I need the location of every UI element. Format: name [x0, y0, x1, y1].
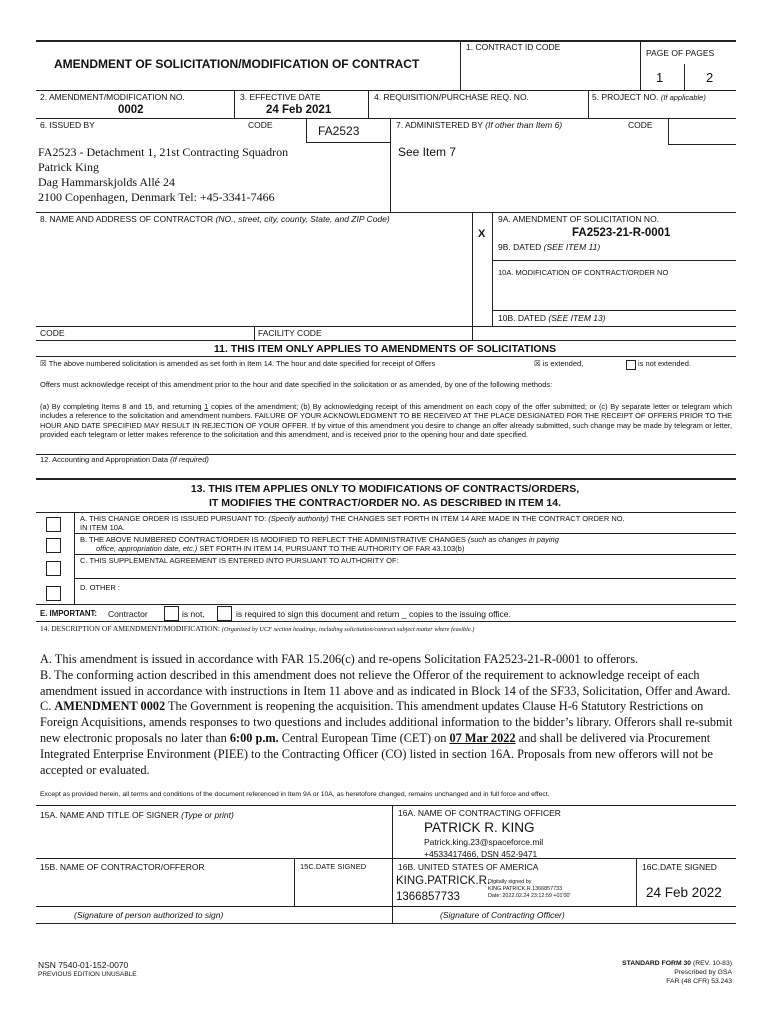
item11-checked[interactable]: ☒ [40, 359, 47, 368]
signature-note-1: Digitally signed by [488, 879, 532, 885]
officer-date-label: 16C.DATE SIGNED [642, 862, 717, 872]
contracting-officer-label: 16A. NAME OF CONTRACTING OFFICER [398, 808, 561, 818]
is-not-label: is not, [182, 609, 205, 619]
contractor-signature-caption: (Signature of person authorized to sign) [74, 910, 224, 920]
prescribed-by: Prescribed by GSA [674, 969, 732, 976]
item13-a-checkbox[interactable] [46, 517, 61, 532]
officer-date-value: 24 Feb 2022 [646, 885, 722, 900]
contractor-code-label: CODE [40, 328, 65, 338]
dated-10b-label: 10B. DATED (SEE ITEM 13) [498, 313, 606, 323]
item11-not-extended-label: is not extended. [638, 359, 691, 368]
is-required-checkbox[interactable] [217, 606, 232, 621]
form-title: AMENDMENT OF SOLICITATION/MODIFICATION OF CONTRACT [54, 57, 420, 71]
item11-heading: 11. THIS ITEM ONLY APPLIES TO AMENDMENTS OF SOLICITATIONS [213, 343, 557, 355]
signature-name-1: KING.PATRICK.R. [396, 875, 491, 887]
standard-form: STANDARD FORM 30 (REV. 10-83) [622, 960, 732, 967]
contracting-officer-name: PATRICK R. KING [424, 820, 535, 835]
solicitation-no-value: FA2523-21-R-0001 [572, 227, 671, 239]
effective-date-value: 24 Feb 2021 [266, 104, 332, 116]
item11-statement: ☒ The above numbered solicitation is amended as set forth in Item 14. The hour and date specified for receipt of Offers [40, 359, 436, 368]
page-number: 1 [656, 70, 664, 85]
contractor-name-label: 15B. NAME OF CONTRACTOR/OFFEROR [40, 862, 205, 872]
usa-label: 16B. UNITED STATES OF AMERICA [398, 862, 539, 872]
solicitation-amend-mark: X [478, 228, 486, 240]
total-pages: 2 [706, 70, 714, 85]
amendment-no-label: 2. AMENDMENT/MODIFICATION NO. [40, 92, 185, 102]
important-contractor: Contractor [108, 609, 148, 619]
signature-name-2: 1366857733 [396, 891, 460, 903]
item11-not-extended-checkbox[interactable] [626, 360, 636, 370]
amendment-no-value: 0002 [118, 104, 144, 116]
item11-extended-option[interactable]: ☒ is extended, [534, 359, 584, 368]
issuer-line: Dag Hammarskjolds Allé 24 [38, 175, 175, 189]
item11-paragraph: (a) By completing Items 8 and 15, and returning 1 copies of the amendment; (b) By acknowledging receipt of this amendment on each copy of the offer submitted; or (c) By separate letter or telegram which includes a reference to the solicitation and amendment numbers. FAILURE OF YOUR ACKNOWLEDGMENT TO BE RECEIVED AT THE PLACE DESIGNATED FOR THE RECEIPT OF OFFERS PRIOR TO THE HOUR AND DATE SPECIFIED MAY RESULT IN REJECTION OF YOUR OFFER. If by virtue of this amendment you desire to change an offer already submitted, such change may be made by telegram or letter, provided each telegram or letter makes reference to the solicitation and this amendment, and is received prior to the opening hour and date specified. [40, 402, 732, 440]
item13-b-text: B. THE ABOVE NUMBERED CONTRACT/ORDER IS MODIFIED TO REFLECT THE ADMINISTRATIVE CHANGES (such as changes in paying [80, 535, 559, 544]
dated-9b-label: 9B. DATED (SEE ITEM 11) [498, 242, 601, 252]
issuer-address [38, 145, 288, 205]
item13-d-text: D. OTHER : [80, 583, 121, 592]
contractor-label: 8. NAME AND ADDRESS OF CONTRACTOR (NO., street, city, county, State, and ZIP Code) [40, 214, 390, 224]
administered-by-value: See Item 7 [398, 145, 457, 159]
signature-note-3: Date: 2022.02.24 23:12:59 +01'00' [488, 893, 571, 899]
item13-c-text: C. THIS SUPPLEMENTAL AGREEMENT IS ENTERED INTO PURSUANT TO AUTHORITY OF: [80, 556, 399, 565]
digital-signature[interactable] [396, 875, 632, 905]
requisition-label: 4. REQUISITION/PURCHASE REQ. NO. [374, 92, 529, 102]
paragraph-a: A. This amendment is issued in accordance with FAR 15.206(c) and re-opens Solicitation FA2523-21-R-0001 to offerors. [40, 652, 639, 666]
administered-by-label: 7. ADMINISTERED BY (If other than Item 6) [396, 120, 563, 130]
item13-heading-2: IT MODIFIES THE CONTRACT/ORDER NO. AS DESCRIBED IN ITEM 14. [209, 497, 561, 509]
description-label: 14. DESCRIPTION OF AMENDMENT/MODIFICATION: (Organized by UCF section headings, including solicitation/contract subject matter where feasible.) [40, 624, 475, 633]
issuer-line: 2100 Copenhagen, Denmark Tel: +45-3341-7466 [38, 190, 275, 204]
far-reference: FAR (48 CFR) 53.243 [666, 978, 732, 985]
issuer-line: FA2523 - Detachment 1, 21st Contracting Squadron [38, 145, 289, 159]
item13-a-text-2: IN ITEM 10A. [80, 523, 126, 532]
item13-heading-1: 13. THIS ITEM APPLIES ONLY TO MODIFICATIONS OF CONTRACTS/ORDERS, [190, 483, 580, 495]
important-text: is required to sign this document and return _ copies to the issuing office. [236, 609, 511, 619]
contractor-date-label: 15C.DATE SIGNED [300, 862, 367, 871]
nsn-number: NSN 7540-01-152-0070 [38, 960, 129, 970]
item13-b-checkbox[interactable] [46, 538, 61, 553]
officer-signature-caption: (Signature of Contracting Officer) [440, 910, 565, 920]
issuer-line: Patrick King [38, 160, 99, 174]
item13-d-checkbox[interactable] [46, 586, 61, 601]
issued-by-label: 6. ISSUED BY [40, 120, 95, 130]
item13-a-text: A. THIS CHANGE ORDER IS ISSUED PURSUANT TO: (Specify authority) THE CHANGES SET FORTH IN ITEM 14 ARE MADE IN THE CONTRACT ORDER NO. [80, 514, 625, 523]
item13-b-text-2: office, appropriation date, etc.) SET FORTH IN ITEM 14, PURSUANT TO THE AUTHORITY OF FAR 43.103(b) [96, 544, 465, 553]
except-line: Except as provided herein, all terms and conditions of the document referenced in Item 9A or 10A, as heretofore changed, remains unchanged and in full force and effect. [40, 791, 550, 798]
important-label: E. IMPORTANT: [40, 609, 98, 618]
paragraph-c: C. AMENDMENT 0002 The Government is reopening the acquisition. This amendment updates Clause H-6 Statutory Restrictions on Foreign Acquisitions, amends responses to two questions and includes additional information to the bidder’s library. Offerors shall re-submit new electronic proposals no later than 6:00 p.m. Central European Time (CET) on 07 Mar 2022 and shall be delivered via Procurement Integrated Enterprise Environment (PIEE) to the Contracting Officer (CO) listed in section 16A. Proposals from new offerors will not be accepted or evaluated. [40, 699, 733, 777]
contracting-officer-email: Patrick.king.23@spaceforce.mil [424, 837, 544, 847]
paragraph-b: B. The conforming action described in this amendment does not relieve the Offeror of the requirement to acknowledge receipt of each amendment issued in accordance with instructions in Item 11 above and as indicated in Block 14 of the SF33, Solicitation, Offer and Award. [40, 667, 731, 698]
issued-by-code-value: FA2523 [318, 124, 360, 138]
solicitation-no-label: 9A. AMENDMENT OF SOLICITATION NO. [498, 214, 660, 224]
signer-name-label: 15A. NAME AND TITLE OF SIGNER (Type or print) [40, 810, 234, 820]
issued-by-code-label: CODE [248, 120, 273, 130]
item13-c-checkbox[interactable] [46, 561, 61, 576]
administered-code-label: CODE [628, 120, 653, 130]
contracting-officer-phone: +4533417466, DSN 452-9471 [424, 849, 538, 859]
previous-edition: PREVIOUS EDITION UNUSABLE [38, 971, 137, 978]
is-not-checkbox[interactable] [164, 606, 179, 621]
project-no-label: 5. PROJECT NO. (If applicable) [592, 92, 706, 102]
modification-no-label: 10A. MODIFICATION OF CONTRACT/ORDER NO [498, 268, 669, 277]
description-body [40, 652, 734, 778]
page-of-pages-label: PAGE OF PAGES [646, 48, 715, 58]
accounting-label: 12. Accounting and Appropriation Data (If required) [40, 455, 209, 464]
facility-code-label: FACILITY CODE [258, 328, 322, 338]
item11-methods: Offers must acknowledge receipt of this amendment prior to the hour and date specified in the solicitation or as amended, by one of the following methods: [40, 380, 553, 389]
effective-date-label: 3. EFFECTIVE DATE [240, 92, 321, 102]
contract-id-label: 1. CONTRACT ID CODE [466, 42, 561, 52]
signature-note-2: KING.PATRICK.R.1366857733 [488, 886, 563, 892]
